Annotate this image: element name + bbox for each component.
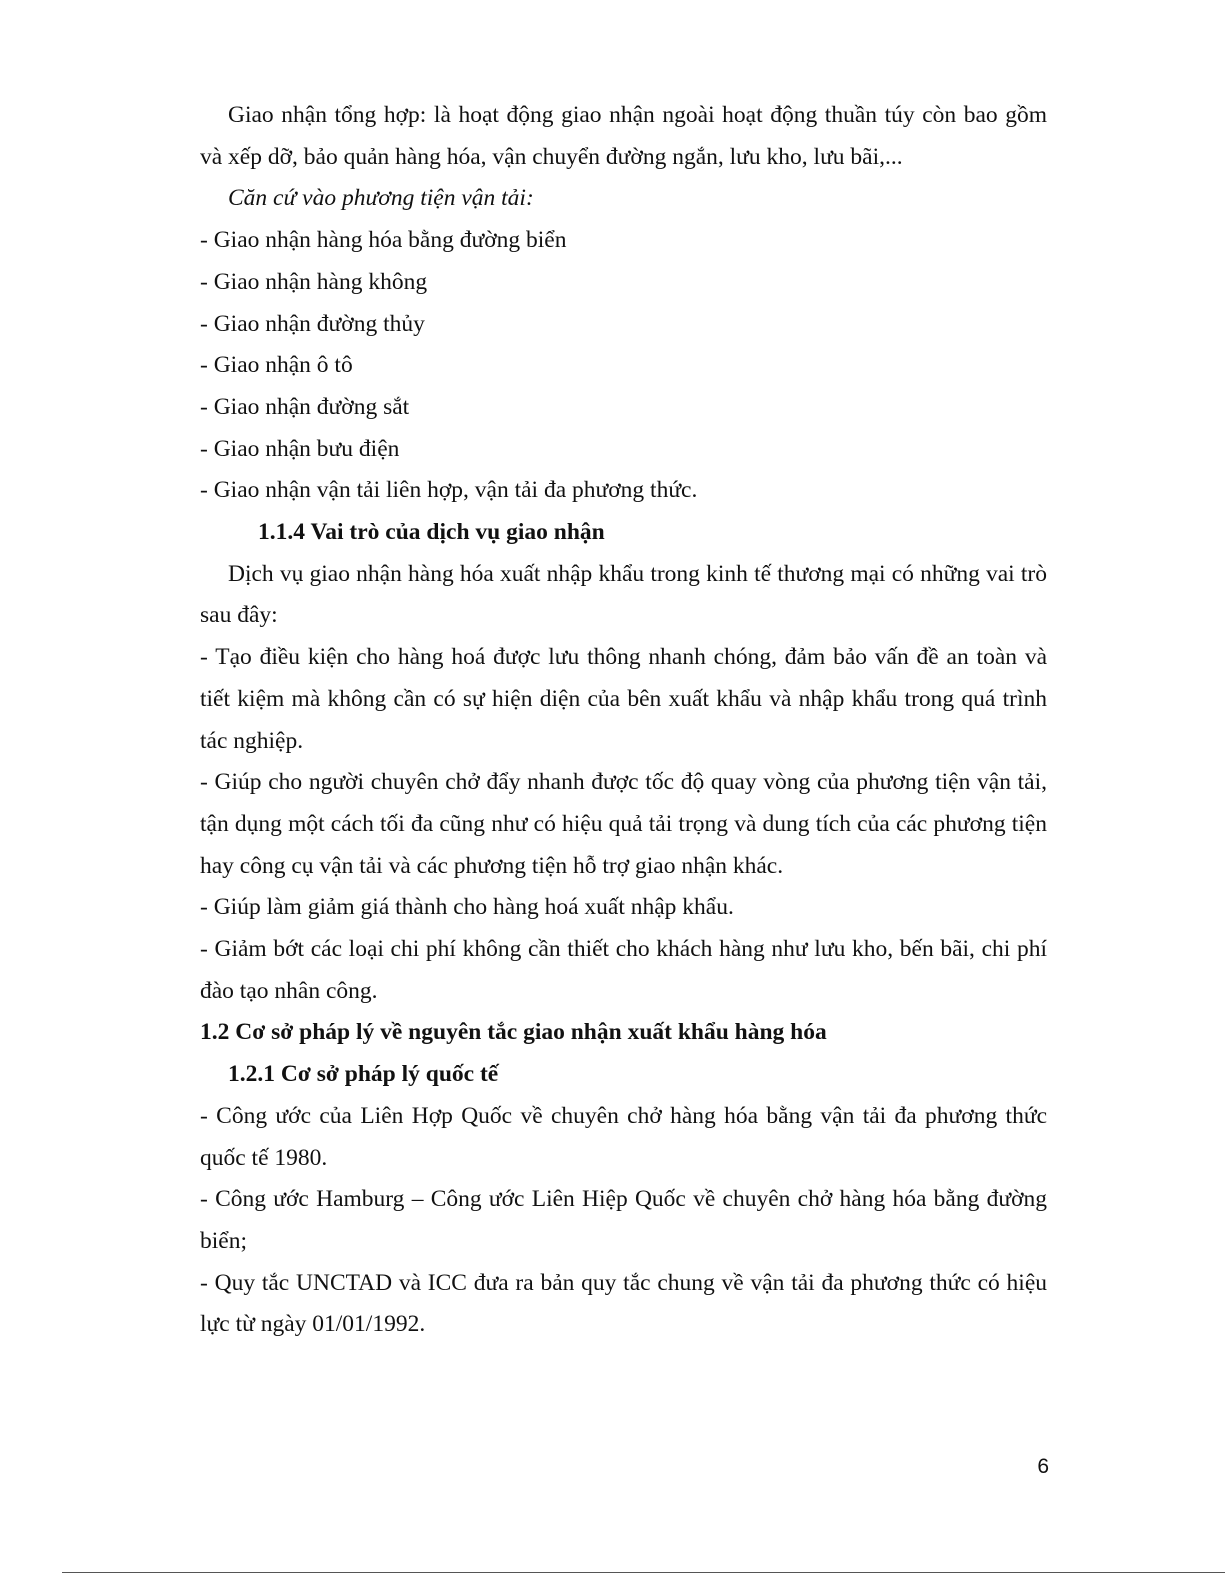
list-item-transport-multimodal: - Giao nhận vận tải liên hợp, vận tải đa phương thức. <box>200 477 698 504</box>
list-item-legal-2: - Công ước Hamburg – Công ước Liên Hiệp Quốc về chuyên chở hàng hóa bằng đường biển; <box>200 1186 1047 1254</box>
list-item-role-3: - Giúp làm giảm giá thành cho hàng hoá xuất nhập khẩu. <box>200 894 734 921</box>
list-item-legal-1: - Công ước của Liên Hợp Quốc về chuyên chở hàng hóa bằng vận tải đa phương thức quốc tế 1980. <box>200 1102 1047 1171</box>
footer-divider <box>62 1572 1225 1573</box>
page-number: 6 <box>1037 1455 1049 1478</box>
paragraph-roles-intro: Dịch vụ giao nhận hàng hóa xuất nhập khẩu trong kinh tế thương mại có những vai trò sau đây: <box>200 560 1047 629</box>
list-item-role-4: - Giảm bớt các loại chi phí không cần thiết cho khách hàng như lưu kho, bến bãi, chi phí đào tạo nhân công. <box>200 936 1047 1004</box>
list-item-transport-air: - Giao nhận hàng không <box>200 268 428 295</box>
list-item-transport-rail: - Giao nhận đường sắt <box>200 393 410 420</box>
page-body <box>200 95 1047 1346</box>
list-item-role-2: - Giúp cho người chuyên chở đẩy nhanh được tốc độ quay vòng của phương tiện vận tải, tận dụng một cách tối đa cũng như có hiệu quả tải trọng và dung tích của các phương tiện hay công cụ vận tải và các phương tiện hỗ trợ giao nhận khác. <box>200 769 1047 879</box>
heading-1-1-4: 1.1.4 Vai trò của dịch vụ giao nhận <box>258 519 605 546</box>
list-item-legal-3: - Quy tắc UNCTAD và ICC đưa ra bản quy tắc chung về vận tải đa phương thức có hiệu lực từ ngày 01/01/1992. <box>200 1269 1047 1338</box>
list-item-role-1: - Tạo điều kiện cho hàng hoá được lưu thông nhanh chóng, đảm bảo vấn đề an toàn và tiết kiệm mà không cần có sự hiện diện của bên xuất khẩu và nhập khẩu trong quá trình tác nghiệp. <box>200 644 1047 754</box>
heading-1-2: 1.2 Cơ sở pháp lý về nguyên tắc giao nhận xuất khẩu hàng hóa <box>200 1019 827 1046</box>
paragraph-transport-basis: Căn cứ vào phương tiện vận tải: <box>228 185 534 212</box>
list-item-transport-sea: - Giao nhận hàng hóa bằng đường biển <box>200 227 567 254</box>
list-item-transport-waterway: - Giao nhận đường thủy <box>200 310 425 337</box>
list-item-transport-road: - Giao nhận ô tô <box>200 352 353 379</box>
list-item-transport-post: - Giao nhận bưu điện <box>200 435 400 462</box>
heading-1-2-1: 1.2.1 Cơ sở pháp lý quốc tế <box>228 1061 499 1088</box>
paragraph-general-forwarding: Giao nhận tổng hợp: là hoạt động giao nhận ngoài hoạt động thuần túy còn bao gồm và xếp dỡ, bảo quản hàng hóa, vận chuyển đường ngắn, lưu kho, lưu bãi,... <box>200 102 1047 170</box>
